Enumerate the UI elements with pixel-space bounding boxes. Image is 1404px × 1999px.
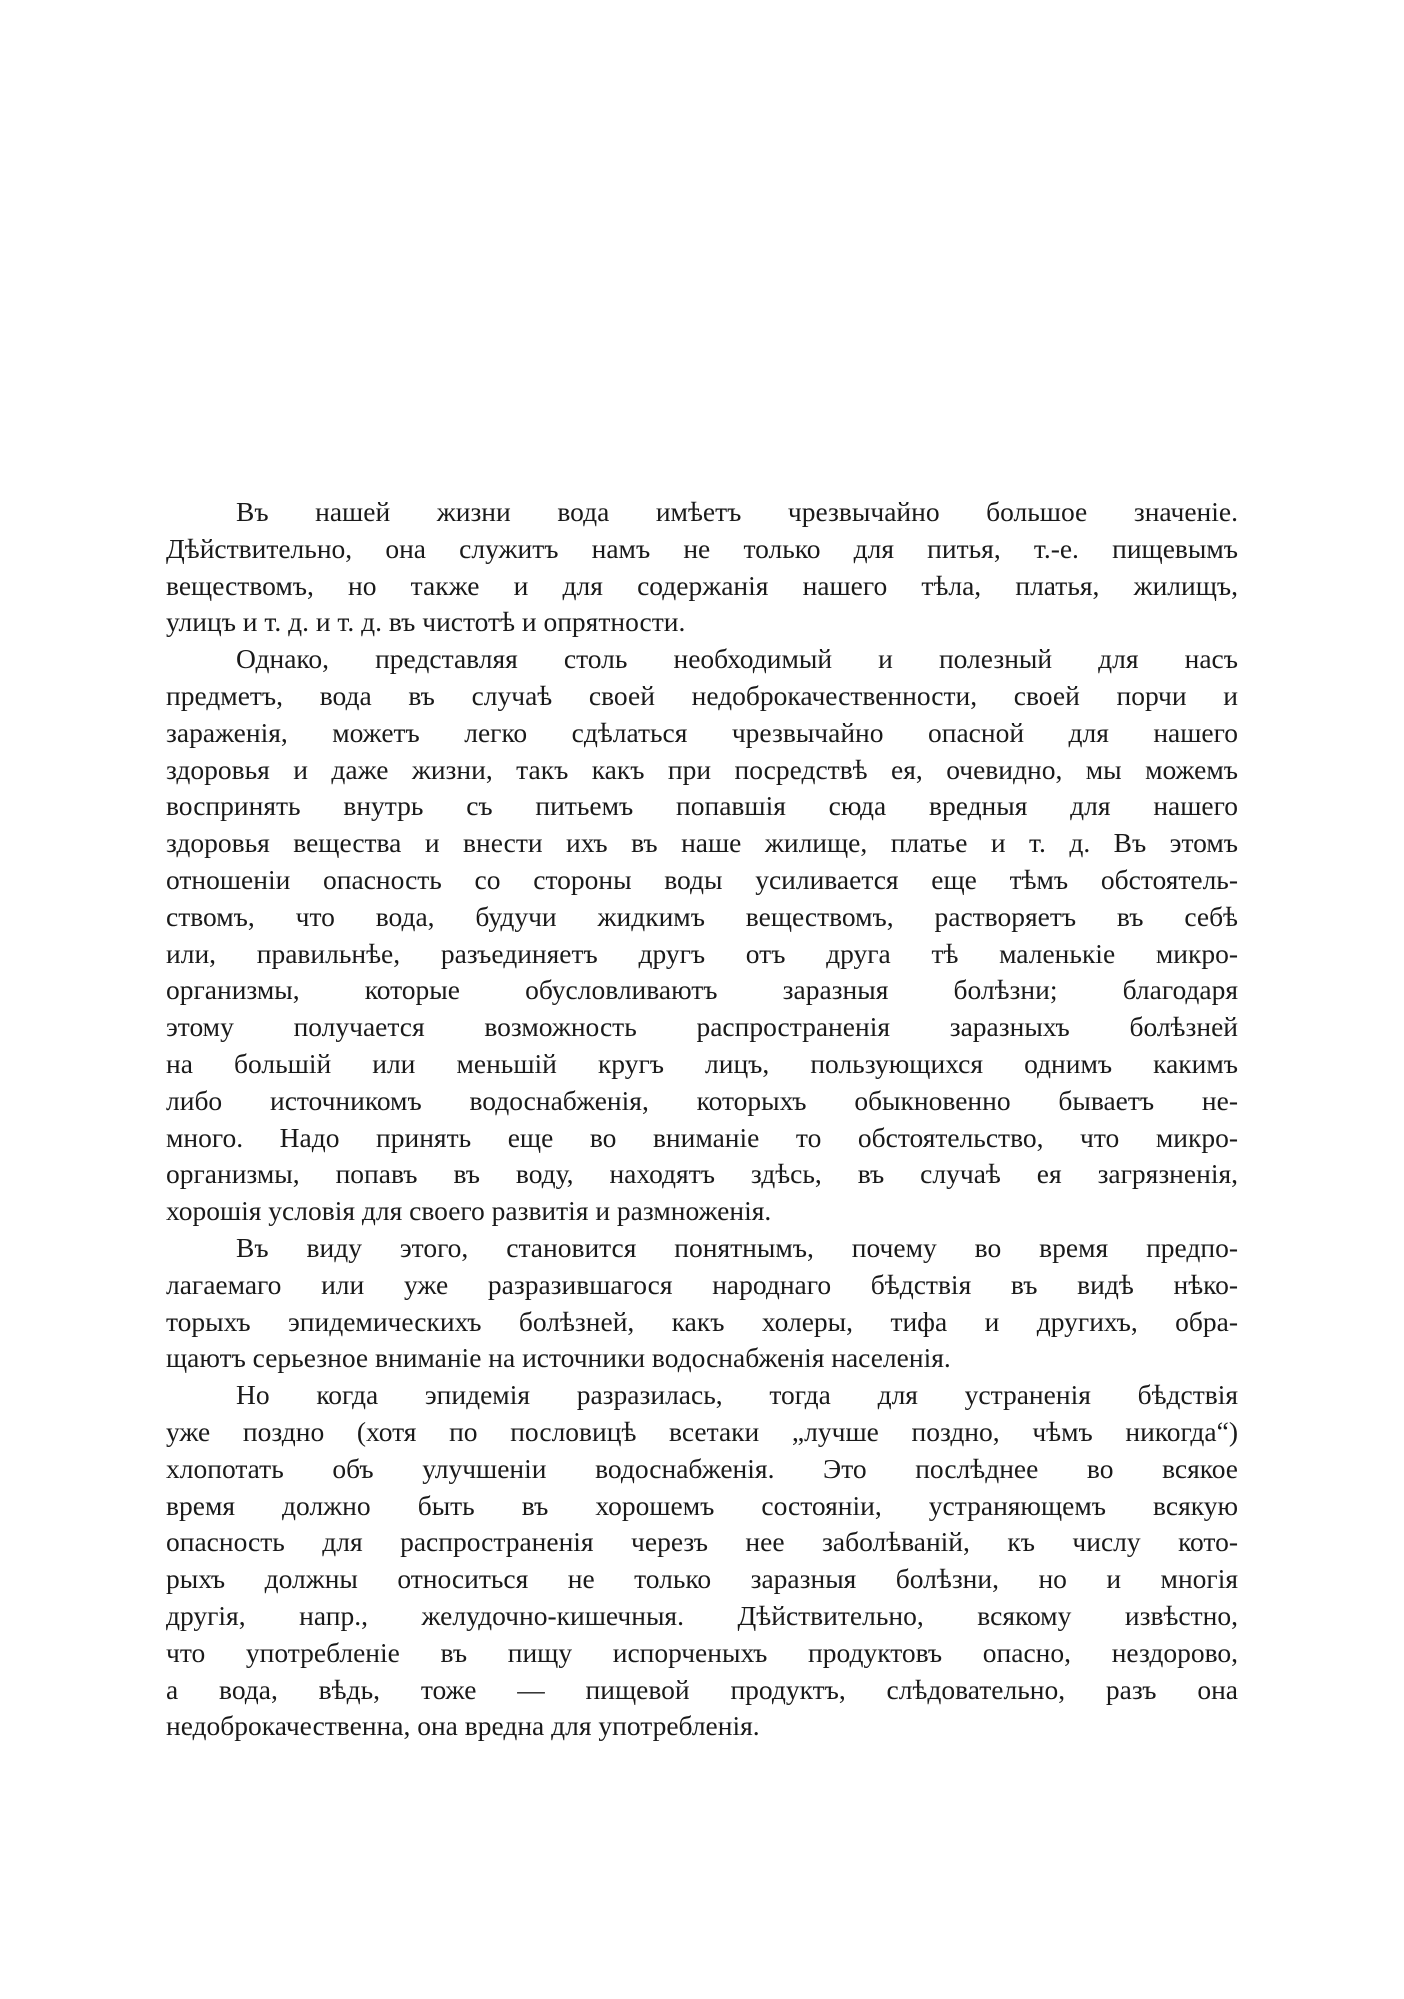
text-line: опасность для распространенія черезъ нее заболѣваній, къ числу кото- — [166, 1526, 1238, 1558]
text-line: отношеніи опасность со стороны воды усиливается еще тѣмъ обстоятель- — [166, 863, 1238, 895]
text-line: Но когда эпидемія разразилась, тогда для устраненія бѣдствія — [236, 1379, 1238, 1411]
text-line: уже поздно (хотя по пословицѣ всетаки „лучше поздно, чѣмъ никогда“) — [166, 1415, 1238, 1447]
text-line: здоровья вещества и внести ихъ въ наше жилище, платье и т. д. Въ этомъ — [166, 827, 1238, 859]
text-line: воспринять внутрь съ питьемъ попавшія сюда вредныя для нашего — [166, 790, 1238, 822]
text-line: лагаемаго или уже разразившагося народнаго бѣдствія въ видѣ нѣко- — [166, 1268, 1238, 1300]
text-line: щаютъ серьезное вниманіе на источники водоснабженія населенія. — [166, 1342, 951, 1374]
text-line: другія, напр., желудочно-кишечныя. Дѣйствительно, всякому извѣстно, — [166, 1599, 1238, 1631]
text-line: Однако, представляя столь необходимый и полезный для насъ — [236, 643, 1238, 675]
text-line: Въ нашей жизни вода имѣетъ чрезвычайно большое значеніе. — [236, 496, 1238, 527]
text-line: либо источникомъ водоснабженія, которыхъ обыкновенно бываетъ не- — [166, 1084, 1238, 1116]
text-line: хлопотать объ улучшеніи водоснабженія. Это послѣднее во всякое — [166, 1452, 1238, 1484]
text-line: или, правильнѣе, разъединяетъ другъ отъ друга тѣ маленькіе микро- — [166, 937, 1238, 969]
text-line: что употребленіе въ пищу испорченыхъ продуктовъ опасно, нездорово, — [166, 1636, 1238, 1668]
text-line: рыхъ должны относиться не только заразныя болѣзни, но и многія — [166, 1563, 1238, 1595]
text-line: Дѣйствительно, она служитъ намъ не только для питья, т.-е. пищевымъ — [166, 532, 1238, 564]
text-line: торыхъ эпидемическихъ болѣзней, какъ холеры, тифа и другихъ, обра- — [166, 1305, 1238, 1337]
page-text — [166, 494, 1238, 1745]
paragraph-3 — [166, 1230, 1238, 1377]
text-line: организмы, которые обусловливаютъ заразныя болѣзни; благодаря — [166, 974, 1238, 1006]
text-line: предметъ, вода въ случаѣ своей недоброкачественности, своей порчи и — [166, 679, 1238, 711]
text-line: хорошія условія для своего развитія и размноженія. — [166, 1195, 772, 1227]
text-line: на большій или меньшій кругъ лицъ, пользующихся однимъ какимъ — [166, 1047, 1238, 1079]
paragraph-2 — [166, 641, 1238, 1230]
text-line: здоровья и даже жизни, такъ какъ при посредствѣ ея, очевидно, мы можемъ — [166, 753, 1238, 785]
text-line: время должно быть въ хорошемъ состояніи, устраняющемъ всякую — [166, 1489, 1238, 1521]
text-line: веществомъ, но также и для содержанія нашего тѣла, платья, жилищъ, — [166, 569, 1238, 601]
text-line: а вода, вѣдь, тоже — пищевой продуктъ, слѣдовательно, разъ она — [166, 1673, 1238, 1705]
paragraph-4 — [166, 1377, 1238, 1745]
paragraph-1 — [166, 494, 1238, 641]
text-line: зараженія, можетъ легко сдѣлаться чрезвычайно опасной для нашего — [166, 716, 1238, 748]
text-line: много. Надо принять еще во вниманіе то обстоятельство, что микро- — [166, 1121, 1238, 1153]
text-line: организмы, попавъ въ воду, находятъ здѣсь, въ случаѣ ея загрязненія, — [166, 1158, 1238, 1190]
text-line: ствомъ, что вода, будучи жидкимъ веществомъ, растворяетъ въ себѣ — [166, 900, 1238, 932]
text-line: Въ виду этого, становится понятнымъ, почему во время предпо- — [236, 1231, 1238, 1263]
text-line: улицъ и т. д. и т. д. въ чистотѣ и опрятности. — [166, 606, 686, 638]
text-line: этому получается возможность распространенія заразныхъ болѣзней — [166, 1011, 1238, 1043]
text-line: недоброкачественна, она вредна для употребленія. — [166, 1710, 760, 1742]
